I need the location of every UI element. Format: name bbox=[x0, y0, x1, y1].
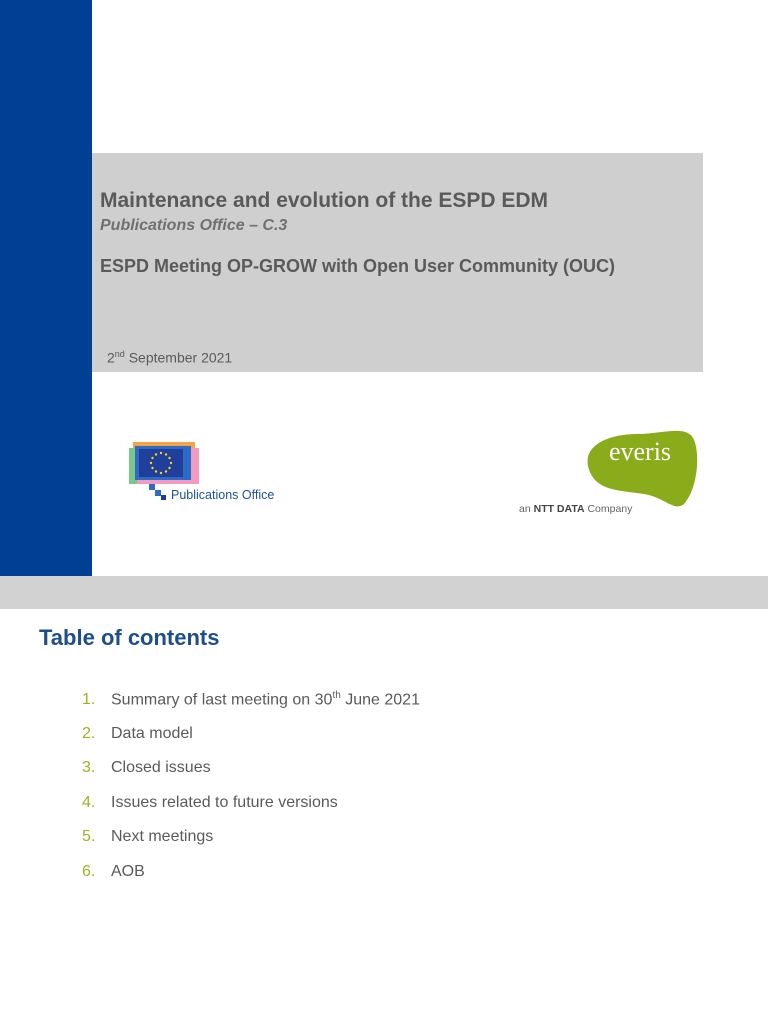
toc-title: Table of contents bbox=[39, 625, 220, 650]
everis-blob-icon bbox=[580, 426, 700, 508]
toc-item-number: 4. bbox=[82, 793, 96, 811]
toc-item bbox=[82, 828, 420, 863]
cover-blue-bar bbox=[0, 0, 92, 576]
presentation-subtitle: Publications Office – C.3 bbox=[100, 217, 288, 234]
date-suffix: nd bbox=[114, 349, 125, 359]
toc-item bbox=[82, 759, 420, 794]
toc-item-number: 1. bbox=[82, 691, 96, 709]
toc-item-text: Issues related to future versions bbox=[111, 793, 338, 811]
title-box bbox=[92, 153, 703, 372]
toc-list bbox=[82, 690, 420, 897]
toc-item-text-after: June 2021 bbox=[340, 691, 420, 709]
date-rest: September 2021 bbox=[124, 349, 233, 366]
toc-item-sup: th bbox=[332, 690, 341, 701]
toc-item-number: 6. bbox=[82, 862, 96, 880]
everis-wordmark: everis bbox=[608, 437, 672, 466]
ntt-data-tagline bbox=[519, 503, 632, 515]
toc-item bbox=[82, 725, 420, 760]
toc-item-text: Closed issues bbox=[111, 759, 211, 776]
meeting-date bbox=[107, 349, 232, 366]
ntt-prefix: an bbox=[519, 503, 534, 515]
presentation-title: Maintenance and evolution of the ESPD EDM bbox=[100, 189, 549, 212]
toc-item bbox=[82, 690, 420, 725]
publications-office-label: Publications Office bbox=[171, 488, 275, 502]
toc-item-text: Data model bbox=[111, 724, 193, 742]
date-day: 2 bbox=[107, 349, 115, 366]
toc-item-text: Summary of last meeting on 30 bbox=[111, 691, 333, 709]
toc-item-number: 2. bbox=[82, 724, 96, 742]
toc-item-text: Next meetings bbox=[111, 828, 214, 845]
toc-item-text: AOB bbox=[111, 862, 145, 880]
slide-separator bbox=[0, 576, 768, 609]
meeting-title: ESPD Meeting OP-GROW with Open User Community (OUC) bbox=[100, 256, 616, 276]
toc-item bbox=[82, 794, 420, 829]
toc-item-number: 3. bbox=[82, 759, 96, 776]
ntt-brand: NTT DATA bbox=[533, 503, 585, 515]
toc-item-number: 5. bbox=[82, 828, 96, 845]
ntt-suffix: Company bbox=[584, 503, 633, 515]
toc-item bbox=[82, 863, 420, 898]
